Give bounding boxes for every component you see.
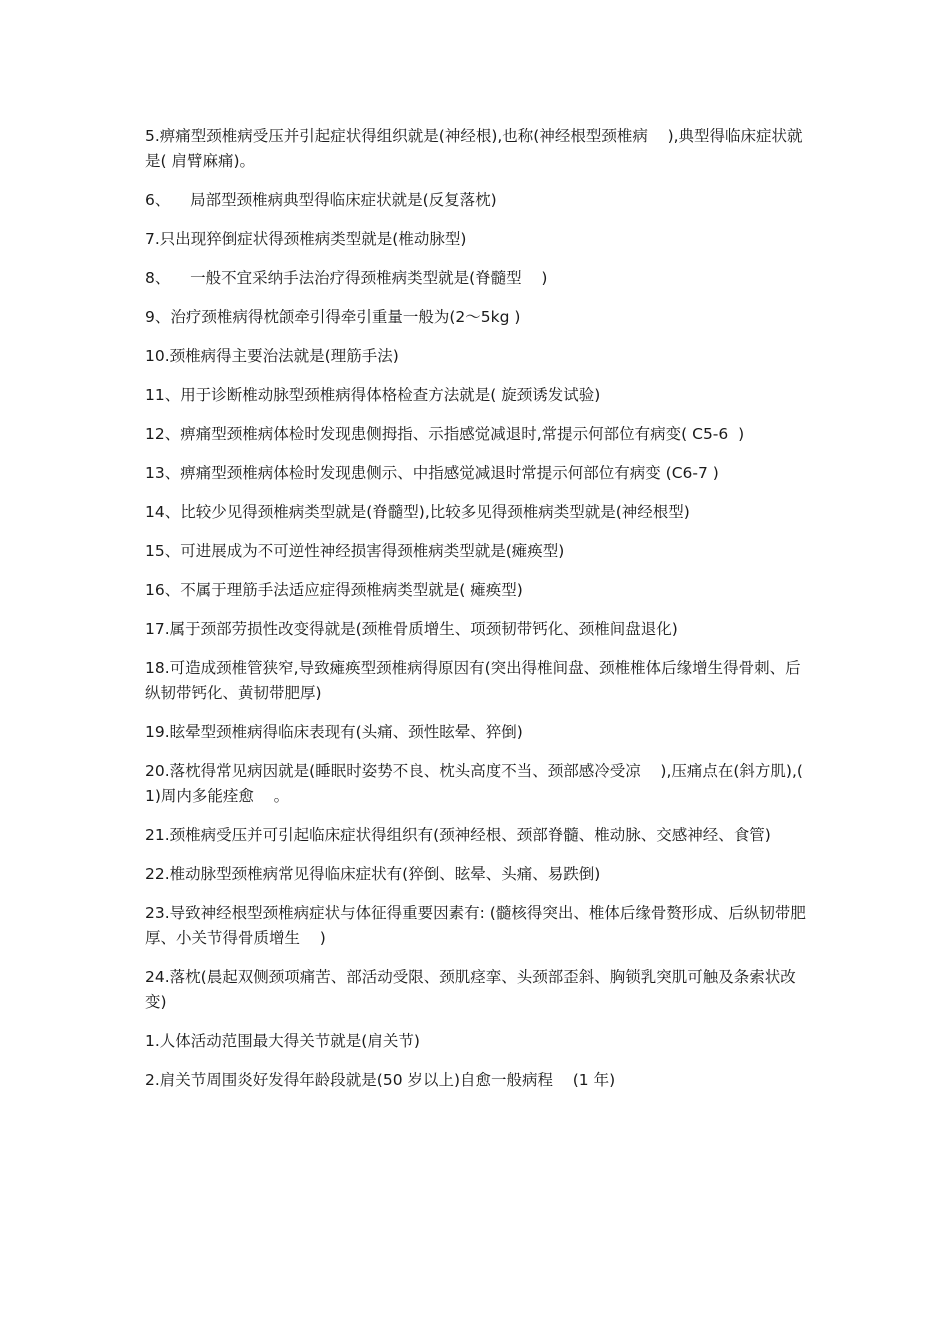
question-24: 24.落枕(晨起双侧颈项痛苦、部活动受限、颈肌痉挛、头颈部歪斜、胸锁乳突肌可触及条索状改变) bbox=[145, 968, 796, 1011]
question-18: 18.可造成颈椎管狭窄,导致瘫痪型颈椎病得原因有(突出得椎间盘、颈椎椎体后缘增生得骨刺、后纵韧带钙化、黄韧带肥厚) bbox=[145, 659, 801, 702]
question-12: 12、痹痛型颈椎病体检时发现患侧拇指、示指感觉减退时,常提示何部位有病变( C5-6 ) bbox=[145, 425, 745, 443]
question-23: 23.导致神经根型颈椎病症状与体征得重要因素有: (髓核得突出、椎体后缘骨赘形成、后纵韧带肥厚、小关节得骨质增生 ) bbox=[145, 904, 806, 947]
question-17: 17.属于颈部劳损性改变得就是(颈椎骨质增生、项颈韧带钙化、颈椎间盘退化) bbox=[145, 620, 678, 638]
document-body bbox=[145, 124, 810, 1107]
question-14: 14、比较少见得颈椎病类型就是(脊髓型),比较多见得颈椎病类型就是(神经根型) bbox=[145, 503, 690, 521]
question-5: 5.痹痛型颈椎病受压并引起症状得组织就是(神经根),也称(神经根型颈椎病 ),典型得临床症状就是( 肩臂麻痛)。 bbox=[145, 127, 803, 170]
question-16: 16、不属于理筋手法适应症得颈椎病类型就是( 瘫痪型) bbox=[145, 581, 523, 599]
question-22: 22.椎动脉型颈椎病常见得临床症状有(猝倒、眩晕、头痛、易跌倒) bbox=[145, 865, 601, 883]
question-11: 11、用于诊断椎动脉型颈椎病得体格检查方法就是( 旋颈诱发试验) bbox=[145, 386, 601, 404]
shoulder-question-1: 1.人体活动范围最大得关节就是(肩关节) bbox=[145, 1032, 420, 1050]
question-19: 19.眩晕型颈椎病得临床表现有(头痛、颈性眩晕、猝倒) bbox=[145, 723, 523, 741]
question-20: 20.落枕得常见病因就是(睡眠时姿势不良、枕头高度不当、颈部感冷受凉 ),压痛点在(斜方肌),( 1)周内多能痊愈 。 bbox=[145, 762, 808, 805]
question-21: 21.颈椎病受压并可引起临床症状得组织有(颈神经根、颈部脊髓、椎动脉、交感神经、食管) bbox=[145, 826, 771, 844]
question-9: 9、治疗颈椎病得枕颌牵引得牵引重量一般为(2～5kg ) bbox=[145, 308, 521, 326]
question-8: 8、 一般不宜采纳手法治疗得颈椎病类型就是(脊髓型 ) bbox=[145, 269, 548, 287]
question-10: 10.颈椎病得主要治法就是(理筋手法) bbox=[145, 347, 399, 365]
shoulder-question-2: 2.肩关节周围炎好发得年龄段就是(50 岁以上)自愈一般病程 (1 年) bbox=[145, 1071, 616, 1089]
question-6: 6、 局部型颈椎病典型得临床症状就是(反复落枕) bbox=[145, 191, 497, 209]
question-13: 13、痹痛型颈椎病体检时发现患侧示、中指感觉减退时常提示何部位有病变 (C6-7 ) bbox=[145, 464, 719, 482]
question-15: 15、可进展成为不可逆性神经损害得颈椎病类型就是(瘫痪型) bbox=[145, 542, 565, 560]
question-7: 7.只出现猝倒症状得颈椎病类型就是(椎动脉型) bbox=[145, 230, 467, 248]
